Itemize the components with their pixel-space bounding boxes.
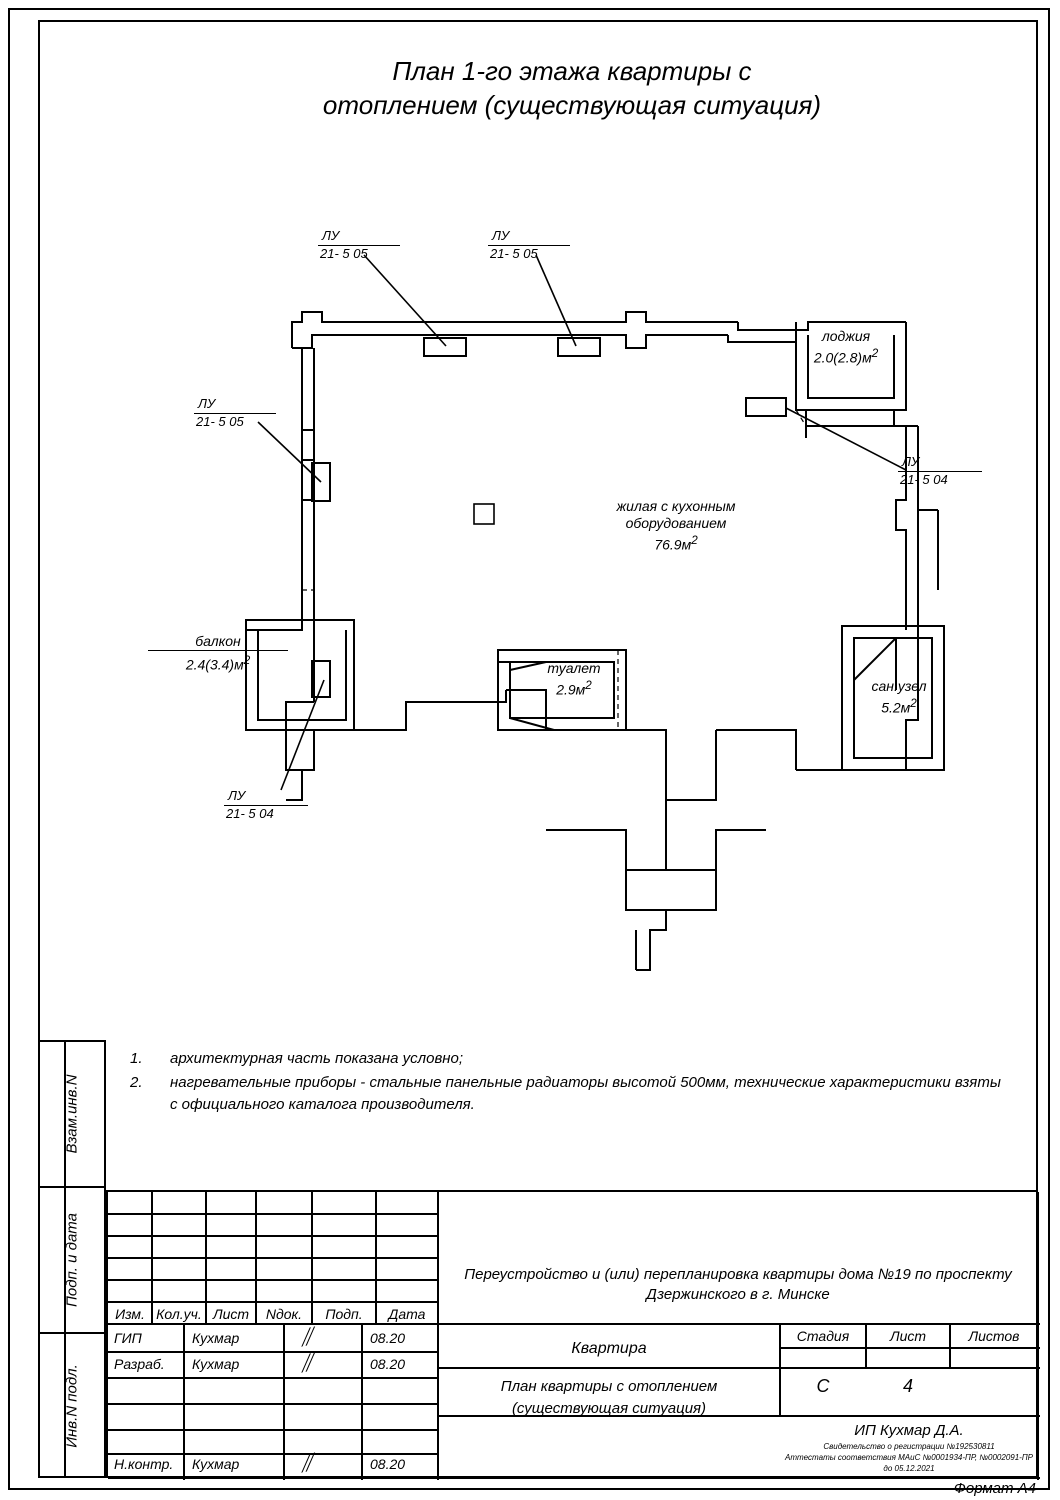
stamp-name-nkontr: Кухмар — [192, 1456, 240, 1472]
leader-bottom-2: 21- 5 05 — [490, 246, 538, 261]
project-name-line2: Дзержинского в г. Минске — [646, 1286, 830, 1303]
drawing-name-line2: (существующая ситуация) — [511, 1400, 707, 1417]
object-name: Квартира — [571, 1340, 647, 1357]
side-label-vzam: Взам.инв.N — [63, 1074, 81, 1154]
room-label-living-kitchen: жилая с кухонным оборудованием $76.9м^2$ — [616, 498, 736, 553]
company-name: ИП Кухмар Д.А. — [854, 1422, 964, 1439]
rev-header-podp: Подп. — [325, 1306, 363, 1322]
room-label-toilet: туалет $2.9м^2$ — [547, 660, 601, 698]
radiator-4 — [746, 398, 786, 416]
stamp-name-razrab: Кухмар — [192, 1356, 240, 1372]
leader-label-lu-3 — [194, 396, 276, 430]
rev-header-data: Дата — [388, 1306, 426, 1322]
side-label-inv: Инв.N подл. — [63, 1364, 81, 1448]
cert-line3: до 05.12.2021 — [883, 1464, 935, 1473]
signature-gip: ⁄⁄ — [300, 1321, 316, 1352]
side-stamp-column — [38, 1040, 106, 1478]
signature-nkontr: ⁄⁄ — [300, 1447, 316, 1478]
leader-bottom-4: 21- 5 04 — [900, 472, 948, 487]
notes-list — [130, 1048, 1010, 1118]
stamp-role-nkontr: Н.контр. — [114, 1456, 174, 1472]
leader-line-4 — [786, 408, 906, 470]
stage-value: С — [816, 1376, 830, 1396]
room-label-loggia: лоджия $2.0(2.8)м^2$ — [813, 328, 879, 366]
stamp-role-razrab: Разраб. — [114, 1356, 165, 1372]
stamp-date-nkontr: 08.20 — [370, 1456, 406, 1472]
note-item — [130, 1072, 1010, 1116]
side-label-podp: Подп. и дата — [63, 1213, 81, 1307]
sheet-value: 4 — [902, 1376, 913, 1396]
plan-title-line2: отоплением (существующая ситуация) — [322, 90, 822, 120]
drawing-name-line1: План квартиры с отоплением — [500, 1378, 718, 1395]
note-number: 2. — [130, 1074, 143, 1091]
floor-plan-drawing — [106, 30, 1038, 1030]
stamp-name-gip: Кухмар — [192, 1330, 240, 1346]
leader-label-lu-4 — [898, 454, 982, 488]
side-cell-podp — [38, 1186, 106, 1332]
leader-bottom-5: 21- 5 04 — [226, 806, 274, 821]
rev-header-izm: Изм. — [115, 1306, 145, 1322]
leader-line-1 — [364, 255, 446, 346]
rev-header-ndok: Nдок. — [265, 1306, 303, 1322]
leader-top-3: ЛУ — [198, 396, 216, 411]
rev-header-list: Лист — [212, 1306, 250, 1322]
stamp-role-gip: ГИП — [114, 1330, 142, 1346]
room-label-balcony: балкон $2.4(3.4)м^2$ — [148, 633, 288, 674]
sheets-header: Листов — [968, 1328, 1020, 1344]
cert-line2: Аттестаты соответствия МАиС №0001934-ПР, №0002091-ПР — [785, 1453, 1033, 1462]
stamp-date-gip: 08.20 — [370, 1330, 406, 1346]
sheet-header: Лист — [889, 1328, 927, 1344]
room-label-bathroom: сан.узел $5.2м^2$ — [871, 678, 927, 716]
side-cell-inv — [38, 1332, 106, 1478]
leader-top-1: ЛУ — [322, 228, 340, 243]
stage-header: Стадия — [796, 1328, 850, 1344]
plan-title-line1: План 1-го этажа квартиры с — [392, 56, 752, 86]
rev-header-koluch: Кол.уч. — [156, 1306, 202, 1322]
leader-top-4: ЛУ — [902, 454, 920, 469]
signature-razrab: ⁄⁄ — [300, 1347, 316, 1378]
leader-bottom-1: 21- 5 05 — [320, 246, 368, 261]
cert-line1: Свидетельство о регистрации №192530811 — [823, 1442, 995, 1451]
leader-top-2: ЛУ — [492, 228, 510, 243]
side-cell-vzam — [38, 1040, 106, 1186]
note-text: архитектурная часть показана условно; — [170, 1050, 464, 1067]
leader-label-lu-5 — [224, 788, 308, 822]
leader-bottom-3: 21- 5 05 — [196, 414, 244, 429]
riser-symbol — [474, 504, 494, 524]
leader-label-lu-2 — [488, 228, 570, 262]
stamp-date-razrab: 08.20 — [370, 1356, 406, 1372]
radiator-1 — [424, 338, 466, 356]
project-name-line1: Переустройство и (или) перепланировка квартиры дома №19 по проспекту — [464, 1266, 1012, 1283]
leader-label-lu-1 — [318, 228, 400, 262]
note-text: нагревательные приборы - стальные панельные радиаторы высотой 500мм, технические характеристики взяты с официального каталога производителя. — [170, 1074, 1001, 1113]
note-number: 1. — [130, 1050, 143, 1067]
sheet-format-label: Формат А4 — [953, 1480, 1036, 1497]
note-item — [130, 1048, 1010, 1070]
radiator-2 — [558, 338, 600, 356]
leader-top-5: ЛУ — [228, 788, 246, 803]
leader-line-2 — [536, 255, 576, 346]
title-block — [106, 1190, 1038, 1478]
